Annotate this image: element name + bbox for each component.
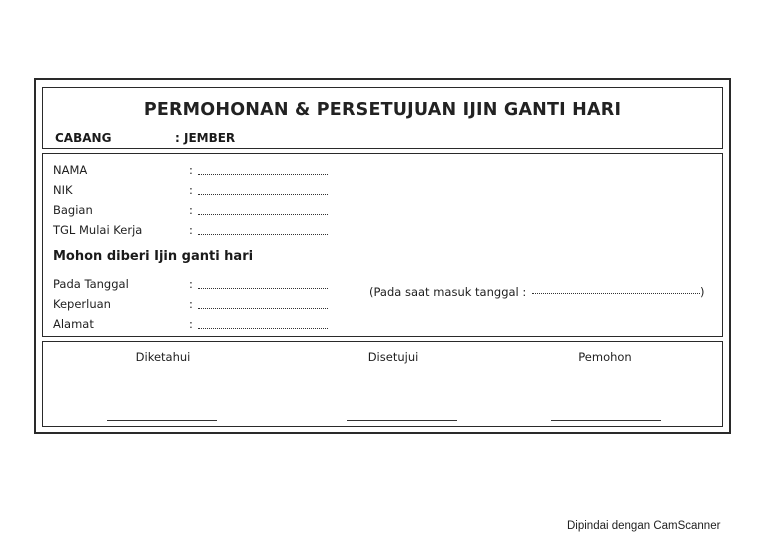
return-date-note-prefix: (Pada saat masuk tanggal :: [369, 285, 527, 299]
field-separator: :: [189, 223, 193, 237]
section-subheading: Mohon diberi Ijin ganti hari: [53, 249, 254, 264]
field-separator: :: [189, 317, 193, 331]
form-header: [42, 87, 723, 149]
field-blank-return-date[interactable]: [532, 293, 700, 294]
form-fields: [42, 153, 723, 337]
form-title: PERMOHONAN & PERSETUJUAN IJIN GANTI HARI: [143, 100, 622, 120]
field-label-alamat: Alamat: [53, 317, 94, 331]
field-label-bagian: Bagian: [53, 203, 93, 217]
signature-line-disetujui[interactable]: [347, 420, 457, 421]
signature-title-diketahui: Diketahui: [135, 350, 191, 364]
leave-form: [34, 78, 731, 434]
field-separator: :: [189, 297, 193, 311]
field-separator: :: [189, 183, 193, 197]
field-blank-bagian[interactable]: [198, 214, 328, 215]
field-blank-pada-tanggal[interactable]: [198, 288, 328, 289]
field-blank-alamat[interactable]: [198, 328, 328, 329]
branch-value: : JEMBER: [175, 131, 236, 145]
signature-line-diketahui[interactable]: [107, 420, 217, 421]
branch-label: CABANG: [55, 131, 112, 145]
return-date-note: [369, 285, 704, 299]
field-label-tgl-mulai-kerja: TGL Mulai Kerja: [53, 223, 143, 237]
field-label-pada-tanggal: Pada Tanggal: [53, 277, 129, 291]
field-blank-nik[interactable]: [198, 194, 328, 195]
field-blank-tgl-mulai-kerja[interactable]: [198, 234, 328, 235]
signature-section: [42, 341, 723, 427]
field-separator: :: [189, 277, 193, 291]
signature-title-pemohon: Pemohon: [578, 350, 632, 364]
return-date-note-suffix: ): [699, 285, 705, 299]
scanner-credit: Dipindai dengan CamScanner: [567, 520, 721, 532]
field-separator: :: [189, 163, 193, 177]
field-blank-nama[interactable]: [198, 174, 328, 175]
field-label-keperluan: Keperluan: [53, 297, 111, 311]
field-blank-keperluan[interactable]: [198, 308, 328, 309]
field-separator: :: [189, 203, 193, 217]
field-label-nik: NIK: [53, 183, 73, 197]
signature-line-pemohon[interactable]: [551, 420, 661, 421]
signature-title-disetujui: Disetujui: [367, 350, 419, 364]
field-label-nama: NAMA: [53, 163, 88, 177]
